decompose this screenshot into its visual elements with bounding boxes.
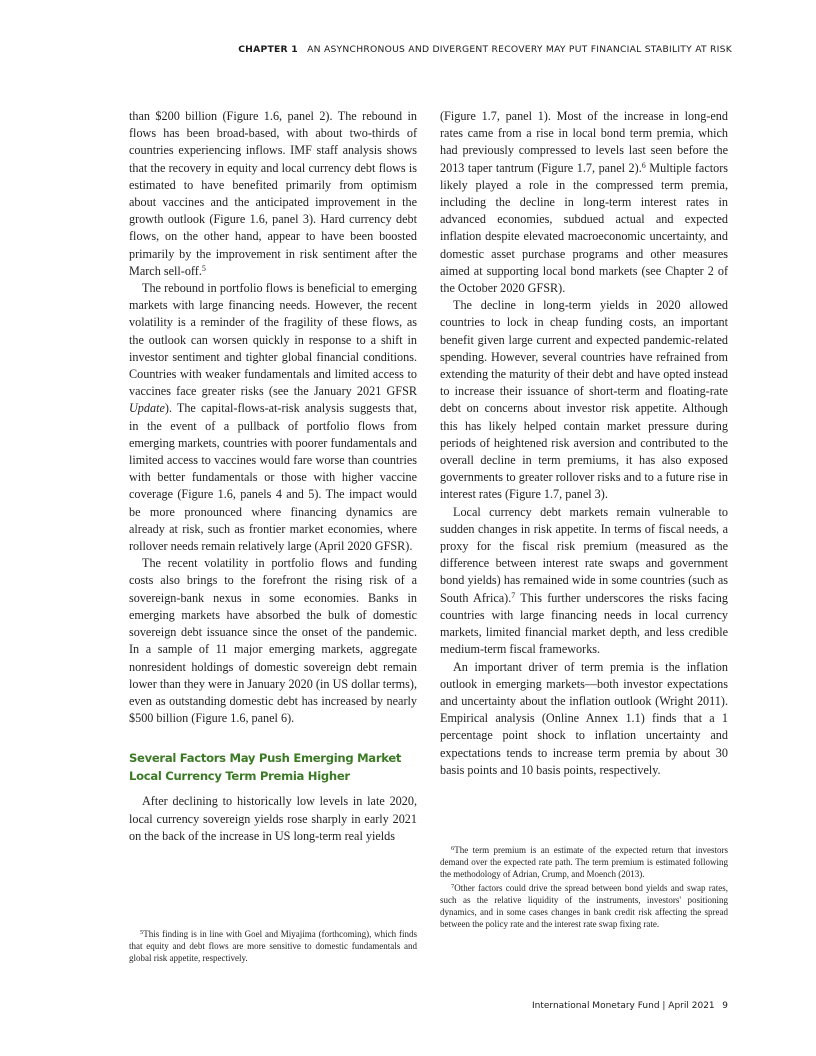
paragraph: Local currency debt markets remain vulnerable to sudden changes in risk appetite. In terms of fiscal needs, a proxy for the fiscal risk premium (measured as the difference between interest rate swaps and government bond yields) has remained wide in some countries (such as South Africa).$^7$ This further underscores the risks facing countries with large financing needs in local currency markets, limited financial market depth, and less credible medium-term fiscal frameworks. xyxy=(440,504,728,657)
paragraph: An important driver of term premia is the inflation outlook in emerging markets—both investor expectations and uncertainty about the inflation outlook (Wright 2011). Empirical analysis (Online Annex 1.1) finds that a 1 percentage point shock to inflation uncertainty and expectations tends to increase term premia by about 30 basis points and 10 basis points, respectively. xyxy=(440,659,728,777)
footnote: $^6$The term premium is an estimate of the expected return that investors demand over the expected rate path. The term premium is estimated following the methodology of Adrian, Crump, and Moench (2013). xyxy=(440,845,728,880)
footnote: $^7$Other factors could drive the spread between bond yields and swap rates, such as the relative liquidity of the instruments, investors' positioning dynamics, and in some cases changes in bank credit risk affecting the spread between the policy rate and the interest rate swap fixing rate. xyxy=(440,882,728,930)
left-column xyxy=(129,108,417,845)
footnote: $^5$This finding is in line with Goel and Miyajima (forthcoming), which finds that equity and debt flows are more sensitive to domestic fundamentals and global risk appetite, respectively. xyxy=(129,929,417,964)
right-column xyxy=(440,108,728,779)
chapter-label: CHAPTER 1 xyxy=(238,44,298,55)
paragraph: The decline in long-term yields in 2020 allowed countries to lock in cheap funding costs, an important benefit given large current and expected pandemic-related spending. However, several countries have refrained from extending the maturity of their debt and have opted instead to increase their issuance of short-term and floating-rate debt on concerns about investor risk appetite. Although this has likely helped contain market pressure during periods of heightened risk aversion and contributed to the overall decline in term premiums, it has also exposed governments to greater rollover risks and to a future rise in interest rates (Figure 1.7, panel 3). xyxy=(440,298,728,502)
page-number: 9 xyxy=(722,1001,728,1011)
footnote-ref[interactable]: 5 xyxy=(201,263,206,273)
section-heading: Several Factors May Push Emerging Market Local Currency Term Premia Higher xyxy=(129,751,402,784)
paragraph: The rebound in portfolio flows is beneficial to emerging markets with large financing needs. However, the recent volatility is a reminder of the fragility of these flows, as the outlook can worsen quickly in response to a shift in investor sentiment and tighter global financial conditions. Countries with weaker fundamentals and limited access to vaccines face greater risks (see the January 2021 GFSR Update). The capital-flows-at-risk analysis suggests that, in the event of a pullback of portfolio flows from emerging markets, countries with poorer fundamentals and limited access to vaccines would fare worse than countries with better fundamentals or those with higher vaccine coverage (Figure 1.6, panels 4 and 5). The impact would be more pronounced where financing dynamics are already at risk, such as frontier market economies, where rollover needs remain relatively large (April 2020 GFSR). xyxy=(129,281,417,554)
footnote-ref[interactable]: 7 xyxy=(511,590,516,600)
chapter-title: AN ASYNCHRONOUS AND DIVERGENT RECOVERY MAY PUT FINANCIAL STABILITY AT RISK xyxy=(307,44,732,55)
running-header xyxy=(238,44,732,55)
footer-source: International Monetary Fund | April 2021 xyxy=(532,1001,715,1011)
footnotes-right xyxy=(440,844,728,931)
paragraph: (Figure 1.7, panel 1). Most of the increase in long-end rates came from a rise in local bond term premia, which had previously compressed to levels last seen before the 2013 taper tantrum (Figure 1.7, panel 2).$^6$ Multiple factors likely played a role in the compressed term premia, including the decline in long-term interest rates in advanced economies, subdued actual and expected inflation despite elevated macroeconomic uncertainty, and domestic asset purchase programs and other measures aimed at supporting local bond markets (see Chapter 2 of the October 2020 GFSR). xyxy=(440,109,729,296)
paragraph: than $200 billion (Figure 1.6, panel 2). The rebound in flows has been broad-based, with about two-thirds of countries experiencing inflows. IMF staff analysis shows that the recovery in equity and local currency debt flows is estimated to have benefited primarily from optimism about vaccines and the anticipated improvement in the growth outlook (Figure 1.6, panel 3). Hard currency debt flows, on the other hand, appear to have been boosted primarily by the improvement in risk sentiment after the March sell-off.$^5$ xyxy=(129,109,417,278)
page-footer xyxy=(532,1001,732,1011)
footnotes-left xyxy=(129,928,417,966)
paragraph: The recent volatility in portfolio flows and funding costs also brings to the forefront the rising risk of a sovereign-bank nexus in some economies. Banks in emerging markets have absorbed the bulk of domestic sovereign debt issuance since the onset of the pandemic. In a sample of 11 major emerging markets, aggregate nonresident holdings of domestic sovereign debt remain lower than they were in January 2020 (in US dollar terms), even as outstanding domestic debt has increased by nearly $500 billion (Figure 1.6, panel 6). xyxy=(129,556,417,726)
paragraph: After declining to historically low levels in late 2020, local currency sovereign yields rose sharply in early 2021 on the back of the increase in US long-term real yields xyxy=(129,794,417,843)
footnote-ref[interactable]: 6 xyxy=(641,160,646,170)
